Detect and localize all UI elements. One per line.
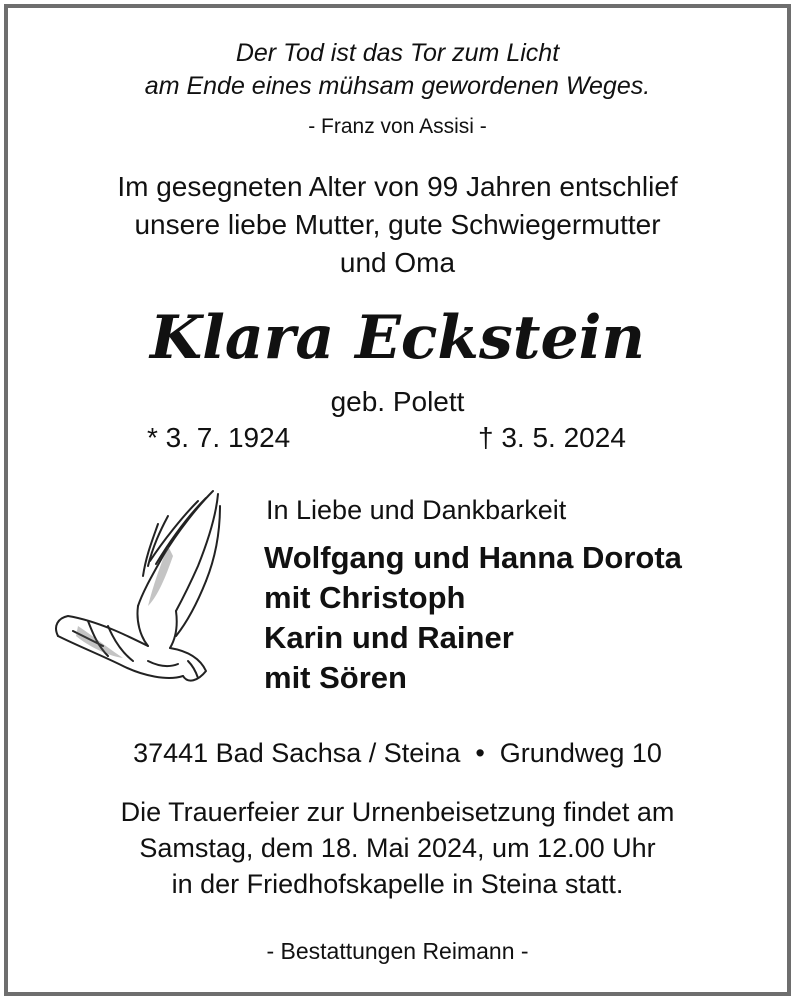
deceased-name: Klara Eckstein <box>149 303 646 373</box>
mourner-line: Wolfgang und Hanna Dorota <box>264 540 682 575</box>
mourner-line: Karin und Rainer <box>264 620 514 655</box>
maiden-name: geb. Polett <box>330 386 465 417</box>
funeral-line-1: Die Trauerfeier zur Urnenbeisetzung findet am <box>120 797 675 827</box>
funeral-line-2: Samstag, dem 18. Mai 2024, um 12.00 Uhr <box>139 833 656 863</box>
mourners-intro: In Liebe und Dankbarkeit <box>266 495 567 525</box>
mourner-line: mit Sören <box>264 660 407 695</box>
intro-line-1: Im gesegneten Alter von 99 Jahren entschlief <box>117 171 678 202</box>
quote-line-2: am Ende eines mühsam gewordenen Weges. <box>144 72 651 100</box>
funeral-line-3: in der Friedhofskapelle in Steina statt. <box>171 869 624 899</box>
mourner-line: mit Christoph <box>264 580 466 615</box>
intro-line-2: unsere liebe Mutter, gute Schwiegermutter <box>134 209 661 240</box>
quote-line-1: Der Tod ist das Tor zum Licht <box>235 39 560 67</box>
birth-date: * 3. 7. 1924 <box>147 422 291 453</box>
undertaker: - Bestattungen Reimann - <box>266 938 529 964</box>
praying-hands-icon <box>48 486 228 691</box>
intro-line-3: und Oma <box>339 247 456 278</box>
address: 37441 Bad Sachsa / Steina • Grundweg 10 <box>133 738 662 768</box>
death-date: † 3. 5. 2024 <box>478 422 626 453</box>
quote-author: - Franz von Assisi - <box>308 115 487 138</box>
